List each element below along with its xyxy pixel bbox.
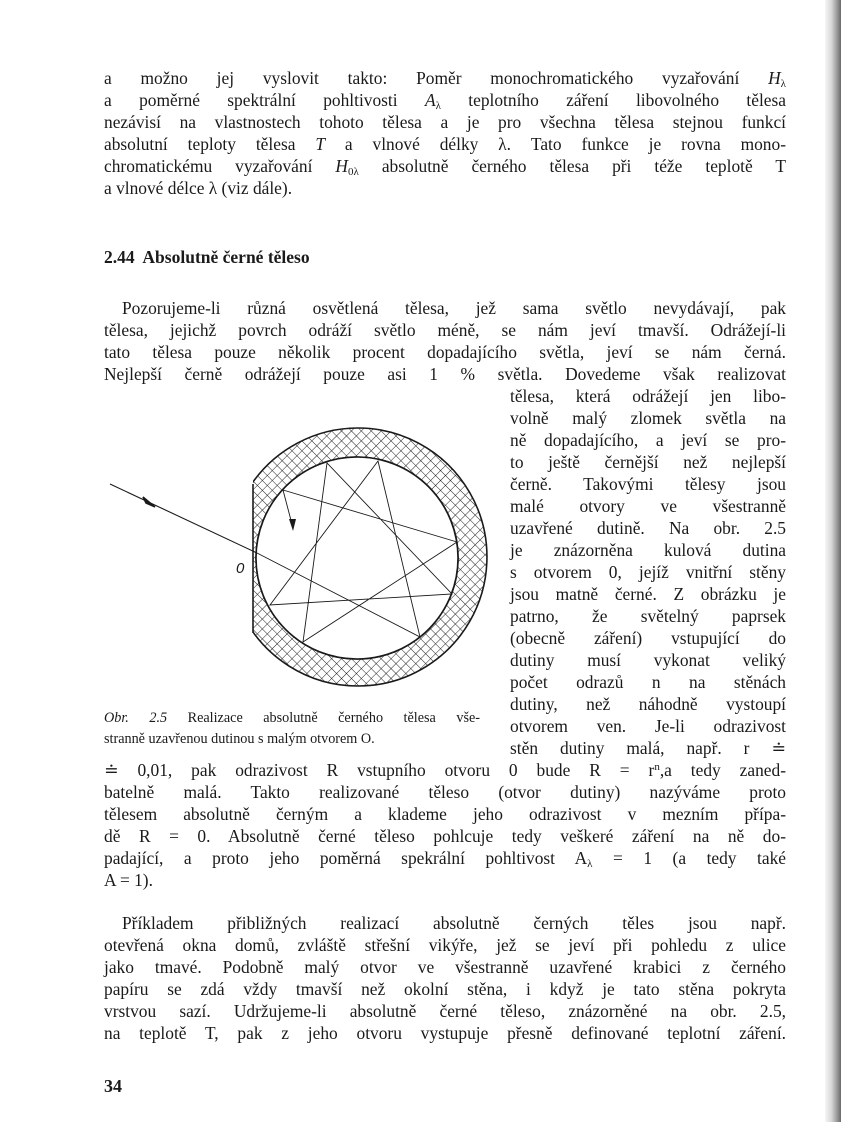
incident-ray <box>110 484 257 553</box>
text-line: je znázorněna kulová dutina <box>510 540 786 560</box>
text-line: chromatickému vyzařování $H_{0\lambda}$ absolutně černého tělesa při téže teplotě T <box>104 156 786 178</box>
text-line: vrstvou sazí. Udržujeme-li absolutně černé těleso, znázorněné na obr. 2.5, <box>104 1001 786 1021</box>
text-line: uzavřené dutině. Na obr. 2.5 <box>510 518 786 538</box>
text-line: dutiny musí vykonat veliký <box>510 650 786 670</box>
text-line: černě. Takovými tělesy jsou <box>510 474 786 494</box>
text-line: A = 1). <box>104 870 153 890</box>
text-line: padající, a proto jeho poměrná spekrální pohltivost $A_\lambda = 1$ (a tedy také <box>104 848 786 870</box>
text-line: otvorem ven. Je-li odrazivost <box>510 716 786 736</box>
text-line: Příkladem přibližných realizací absolutně černých těles jsou např. <box>122 913 786 933</box>
figure-caption-line: stranně uzavřenou dutinou s malým otvorem O. <box>104 731 375 747</box>
text-line: dě R = 0. Absolutně černé těleso pohlcuje tedy veškeré záření na ně do- <box>104 826 786 846</box>
text-line: nezávisí na vlastnostech tohoto tělesa a je pro všechna tělesa stejnou funkcí <box>104 112 786 132</box>
text-line: tělesa, která odrážejí jen libo- <box>510 386 786 406</box>
text-line: s otvorem 0, jejíž vnitřní stěny <box>510 562 786 582</box>
text-line: Pozorujeme-li různá osvětlená tělesa, jež sama světlo nevydávají, pak <box>122 298 786 318</box>
text-line: to ještě černější než nejlepší <box>510 452 786 472</box>
text-line: tato tělesa pouze několik procent dopadajícího světla, jeví se nám černá. <box>104 342 786 362</box>
text-line: patrno, že světelný paprsek <box>510 606 786 626</box>
figure-black-body-cavity <box>100 420 500 705</box>
text-line: ≐ 0,01, pak odrazivost R vstupního otvoru 0 bude $R = r^n,a$ tedy zaned- <box>104 760 786 780</box>
cavity-inner-wall <box>256 457 458 659</box>
text-line: malé otvory ve všestranně <box>510 496 786 516</box>
opening-label: 0 <box>236 560 245 577</box>
page-number: 34 <box>104 1076 122 1096</box>
text-line: otevřená okna domů, zvláště střešní vikýře, jež se jeví při pohledu z ulice <box>104 935 786 955</box>
incident-ray-arrow-icon <box>143 497 155 507</box>
text-line: a možno jej vyslovit takto: Poměr monochromatického vyzařování $H_\lambda$ <box>104 68 786 90</box>
figure-caption-line: Obr. 2.5 Realizace absolutně černého tělesa vše- <box>104 710 480 726</box>
text-line: dutiny, než náhodně vystoupí <box>510 694 786 714</box>
text-line: (obecně záření) vstupující do <box>510 628 786 648</box>
text-line: počet odrazů n na stěnách <box>510 672 786 692</box>
figure-label: Obr. 2.5 <box>104 710 168 726</box>
text-line: volně malý zlomek světla na <box>510 408 786 428</box>
text-line: a vlnové délce λ (viz dále). <box>104 178 293 198</box>
text-line: batelně malá. Takto realizované těleso (otvor dutiny) nazýváme proto <box>104 782 786 802</box>
section-title: Absolutně černé těleso <box>142 247 310 267</box>
text-line: jsou matně černé. Z obrázku je <box>510 584 786 604</box>
text-line: a poměrné spektrální pohltivosti $A_\lambda$ teplotního záření libovolného tělesa <box>104 90 786 112</box>
text-line: tělesem absolutně černým a klademe jeho odrazivost v mezním přípa- <box>104 804 786 824</box>
text-line: Nejlepší černě odrážejí pouze asi 1 % světla. Dovedeme však realizovat <box>104 364 786 384</box>
text-line: papíru se zdá vždy tmavší než okolní stěna, i když je tato stěna pokryta <box>104 979 786 999</box>
page-binding-edge <box>825 0 841 1122</box>
text-line: ně dopadajícího, a jeví se pro- <box>510 430 786 450</box>
text-line: tělesa, jejichž povrch odráží světlo méně, se nám jeví tmavší. Odrážejí-li <box>104 320 786 340</box>
section-number: 2.44 <box>104 247 135 267</box>
text-line: stěn dutiny malá, např. r ≐ <box>510 738 786 758</box>
section-heading <box>104 246 310 268</box>
text-line: na teplotě T, pak z jeho otvoru vystupuje přesně definované teplotní záření. <box>104 1023 786 1043</box>
text-line: absolutní teploty tělesa T a vlnové délky λ. Tato funkce je rovna mono- <box>104 134 786 154</box>
text-line: jako tmavé. Podobně malý otvor ve všestranně uzavřené krabici z černého <box>104 957 786 977</box>
